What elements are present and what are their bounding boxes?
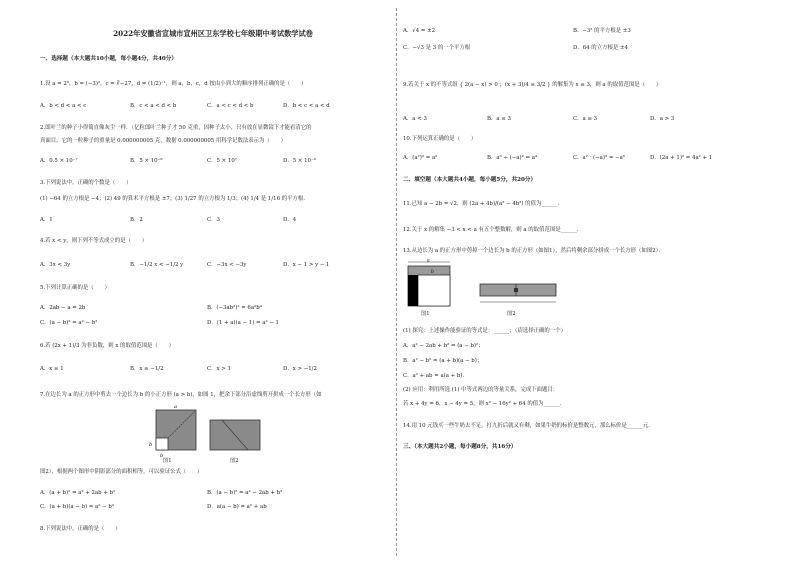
svg-text:b: b	[431, 270, 434, 275]
q9-option-c: C．a ≥ 3	[573, 116, 598, 122]
q4-option-d: D．x − 1 > y − 1	[283, 262, 330, 268]
q13-figure-2-caption: 图2	[507, 311, 516, 317]
question-9: 9.若关于 x 的不等式组 { 2(a − x) > 0 ；(x + 3)/4 ≤ 3/2 } 的解集为 x ≤ 3，则 a 的取值范围是（ ）	[403, 82, 662, 88]
question-10: 10.下列运算正确的是（ ）	[403, 136, 477, 142]
question-12: 12.关于 x 的解集 −3 < x < a 有五个整数解，则 a 的取值范围是______．	[403, 227, 583, 233]
q9-option-b: B．a ≤ 3	[487, 116, 511, 122]
q13-figure-1	[403, 258, 453, 310]
q8-option-a: A．√4 = ±2	[403, 28, 436, 34]
q7-option-a: A．(a + b)² = a² + 2ab + b²	[40, 490, 116, 496]
svg-text:b: b	[160, 453, 164, 458]
q13-figure-1-caption: 图1	[421, 311, 430, 317]
q7-option-c: C．(a + b)(a − b) = a² − b²	[40, 504, 115, 510]
question-13: 13.从边长为 a 的正方形中剪掉一个边长为 b 的正方形（如图1），然后将剩余部分拼成一个长方形（如图2）．	[403, 248, 664, 254]
exam-title: 2022年安徽省宣城市宣州区卫东学校七年级期中考试数学试卷	[113, 29, 313, 38]
svg-text:a: a	[174, 404, 177, 410]
q6-option-b: B．x ≥ −1/2	[130, 366, 164, 372]
column-divider	[396, 8, 397, 556]
q4-option-b: B．−1/2 x < −1/2 y	[130, 262, 184, 268]
question-11: 11.已知 a − 2b = √2，则 (2a + 4b)/(a² − 4b²) 的值为______．	[403, 201, 563, 207]
q9-option-a: A．a < 3	[403, 116, 427, 122]
question-14: 14.用 10 元钱买一些牛奶去不足，打九折后就又有剩，如果牛奶的标价是整数元，那么标价是______元．	[403, 423, 654, 429]
q6-option-a: A．x ≥ 1	[40, 366, 64, 372]
question-5: 5.下列计算正确的是（ ）	[40, 285, 110, 291]
q4-option-c: C．−3x < −3y	[207, 262, 247, 268]
q5-option-b: B．(−3ab²)² = 6a²b⁴	[207, 305, 262, 311]
q2-option-b: B．5 × 10⁻⁸	[130, 158, 163, 164]
q7-figure-1-caption: 图1	[163, 458, 172, 464]
q8-option-b: B．−3² 的平方根是 ±3	[573, 28, 631, 34]
q13-part-1: (1) 探究：上述操作能验证的等式是：______；（请选择正确的一个）	[403, 328, 566, 334]
question-1: 1.设 a = 2⁰，b = (−3)²，c = ∛−27，d = (1/2)⁻¹，则 a，b，c，d 按由小到大的顺序排列正确的是（ ）	[40, 81, 307, 87]
question-7: 7.在边长为 a 的正方形中剪去一个边长为 b 的小正方形 (a > b)，如图 1，把余下部分沿虚线剪开拼成一个长方形（如	[40, 392, 322, 398]
q1-option-b: B．c < a < d < b	[130, 103, 177, 109]
q6-option-c: C．x > 1	[207, 366, 231, 372]
q10-option-b: B．a⁶ ÷ (−a)² = a⁴	[487, 155, 538, 161]
q13-figure-2	[478, 278, 560, 310]
question-3: 3.下列说法中，正确的个数是（ ）	[40, 180, 132, 186]
q13-choice-c: C．a² + ab = a(a + b)．	[403, 373, 468, 379]
q5-option-a: A．2ab − a = 2b	[40, 305, 86, 311]
question-6: 6.若 (2x + 1)/3 为非负数，则 x 的取值范围是（ ）	[40, 343, 174, 349]
question-8: 8.下列说法中，正确的是（ ）	[40, 526, 121, 532]
q6-option-d: D．x > −1/2	[283, 366, 317, 372]
q3-option-a: A．1	[40, 217, 53, 223]
q2-option-d: D．5 × 10⁻⁹	[283, 158, 316, 164]
q13-part-2-question: 若 x + 4y = 6，x − 4y = 5，则 x² − 16y² + 64 的值为______．	[403, 401, 566, 407]
q7-option-b: B．(a − b)² = a² − 2ab + b²	[207, 490, 283, 496]
question-4: 4.若 x < y，则下列不等式成立的是（ ）	[40, 238, 148, 244]
q3-option-d: D．4	[283, 217, 297, 223]
q1-option-d: D．b < c < a < d	[283, 103, 330, 109]
q7-option-d: D．a(a − b) = a² + ab	[207, 504, 267, 510]
q5-option-c: C．(a − b)² = a² − b²	[40, 320, 98, 326]
q10-option-d: D．(2a + 1)² = 4a² + 1	[650, 155, 713, 161]
q13-choice-a: A．a² − 2ab + b² = (a − b)²；	[403, 343, 484, 349]
q13-choice-b: B．a² − b² = (a + b)(a − b)；	[403, 358, 483, 364]
section-3-heading: 三、（本大题共2小题，每小题8分，共16分）	[403, 444, 517, 450]
q13-part-2: (2) 应用：利用所选 (1) 中等式两边的等量关系，完成下面题目：	[403, 387, 559, 393]
q3-option-b: B．2	[130, 217, 143, 223]
q10-option-c: C．a² · (−a)³ = −a⁶	[573, 155, 625, 161]
q9-option-d: D．a > 3	[650, 116, 675, 122]
question-7-line2: 图2），根据两个图形中阴影部分的面积相等，可以验证公式（ ）	[40, 469, 203, 475]
question-3-statements: (1) −64 的立方根是 −4；(2) 49 的算术平方根是 ±7；(3) 1/27 的立方根为 1/3；(4) 1/4 是 1/16 的平方根．	[40, 196, 309, 202]
q1-option-a: A．b < d < a < c	[40, 103, 87, 109]
q1-option-c: C．a < c < d < b	[207, 103, 254, 109]
q8-option-c: C．−√3 是 3 的一个平方根	[403, 45, 471, 51]
section-2-heading: 二、填空题（本大题共4小题，每小题5分，共20分）	[403, 177, 537, 183]
q7-figure-1	[148, 402, 200, 458]
q5-option-d: D．(1 + a)(a − 1) = a² − 1	[207, 320, 279, 326]
q8-option-d: D．64 的立方根是 ±4	[573, 45, 628, 51]
q4-option-a: A．3x < 3y	[40, 262, 71, 268]
question-2-line2: 真面目，它的一粒种子的重量是 0.000000005 克，数据 0.000000005 用科学记数法表示为（ ）	[40, 138, 286, 144]
q2-option-a: A．0.5 × 10⁻⁷	[40, 158, 78, 164]
svg-text:b: b	[149, 442, 153, 448]
q7-figure-2	[206, 412, 264, 458]
q2-option-c: C．5 × 10⁷	[207, 158, 237, 164]
question-2-line1: 2.郎叶兰的种子小得简直像灰尘一样．（亿粒郎叶兰种子才 50 克重，因种子太小，只有放在显微镜下才能看清它的	[40, 125, 312, 131]
q3-option-c: C．3	[207, 217, 220, 223]
q10-option-a: A．(a²)³ = a⁵	[403, 155, 438, 161]
section-1-heading: 一、选择题（本大题共10小题，每小题4分，共40分）	[40, 56, 177, 62]
svg-text:a: a	[427, 258, 430, 264]
q7-figure-2-caption: 图2	[230, 458, 239, 464]
